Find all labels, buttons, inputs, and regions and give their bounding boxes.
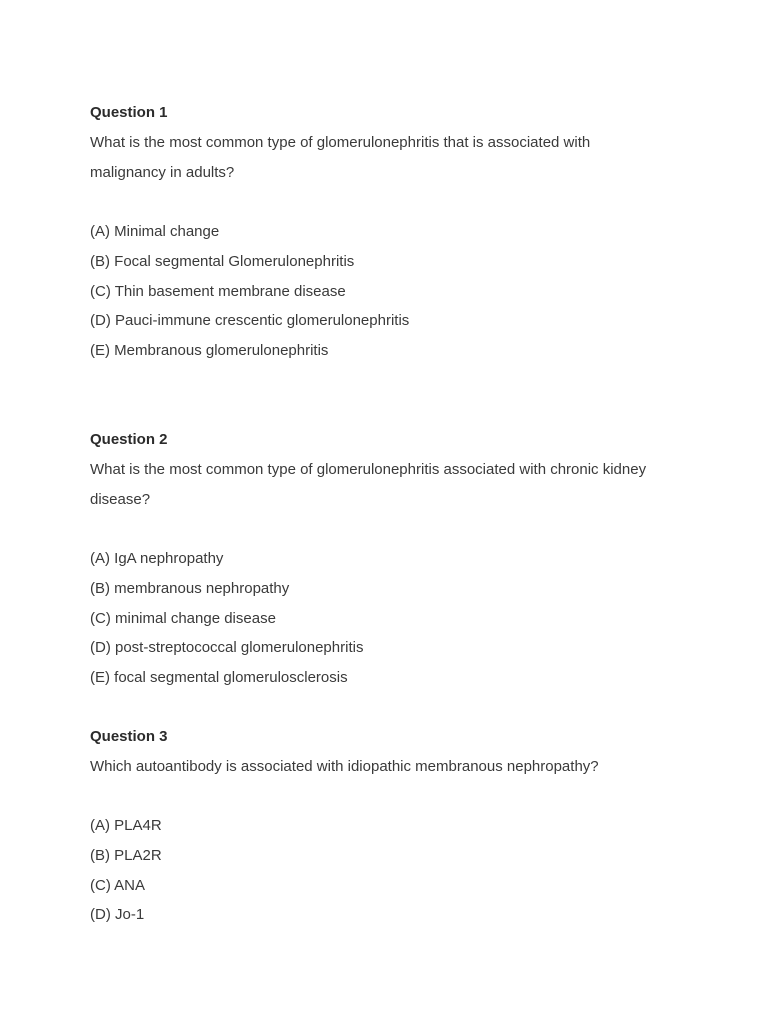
answer-option-a: (A) PLA4R bbox=[90, 816, 162, 834]
answer-options bbox=[90, 811, 710, 930]
answer-option-e: (E) focal segmental glomerulosclerosis bbox=[90, 669, 348, 687]
answer-option-c: (C) ANA bbox=[90, 876, 146, 894]
answer-option-a: (A) Minimal change bbox=[90, 223, 220, 240]
question-3 bbox=[90, 722, 710, 930]
answer-options bbox=[90, 217, 710, 366]
question-text-line: Which autoantibody is associated with idiopathic membranous nephropathy? bbox=[90, 757, 599, 775]
question-1 bbox=[90, 98, 710, 366]
question-text-line: disease? bbox=[90, 490, 151, 508]
answer-option-b: (B) Focal segmental Glomerulonephritis bbox=[90, 252, 355, 270]
question-title: Question 1 bbox=[90, 104, 168, 121]
answer-option-b: (B) membranous nephropathy bbox=[90, 579, 290, 597]
answer-options bbox=[90, 544, 710, 693]
question-text-line: What is the most common type of glomerulonephritis associated with chronic kidney bbox=[90, 460, 647, 478]
question-text-line: malignancy in adults? bbox=[90, 164, 235, 181]
question-title: Question 3 bbox=[90, 727, 168, 745]
answer-option-a: (A) IgA nephropathy bbox=[90, 549, 224, 567]
answer-option-e: (E) Membranous glomerulonephritis bbox=[90, 342, 329, 360]
answer-option-d: (D) Pauci-immune crescentic glomerulonephritis bbox=[90, 312, 410, 330]
answer-option-d: (D) post-streptococcal glomerulonephritis bbox=[90, 639, 364, 657]
answer-option-b: (B) PLA2R bbox=[90, 846, 162, 864]
question-text-line: What is the most common type of glomerulonephritis that is associated with bbox=[90, 134, 591, 151]
question-2 bbox=[90, 425, 710, 693]
answer-option-c: (C) Thin basement membrane disease bbox=[90, 282, 346, 300]
answer-option-c: (C) minimal change disease bbox=[90, 609, 276, 627]
document-page bbox=[90, 98, 710, 930]
question-title: Question 2 bbox=[90, 430, 168, 448]
answer-option-d: (D) Jo-1 bbox=[90, 906, 145, 924]
